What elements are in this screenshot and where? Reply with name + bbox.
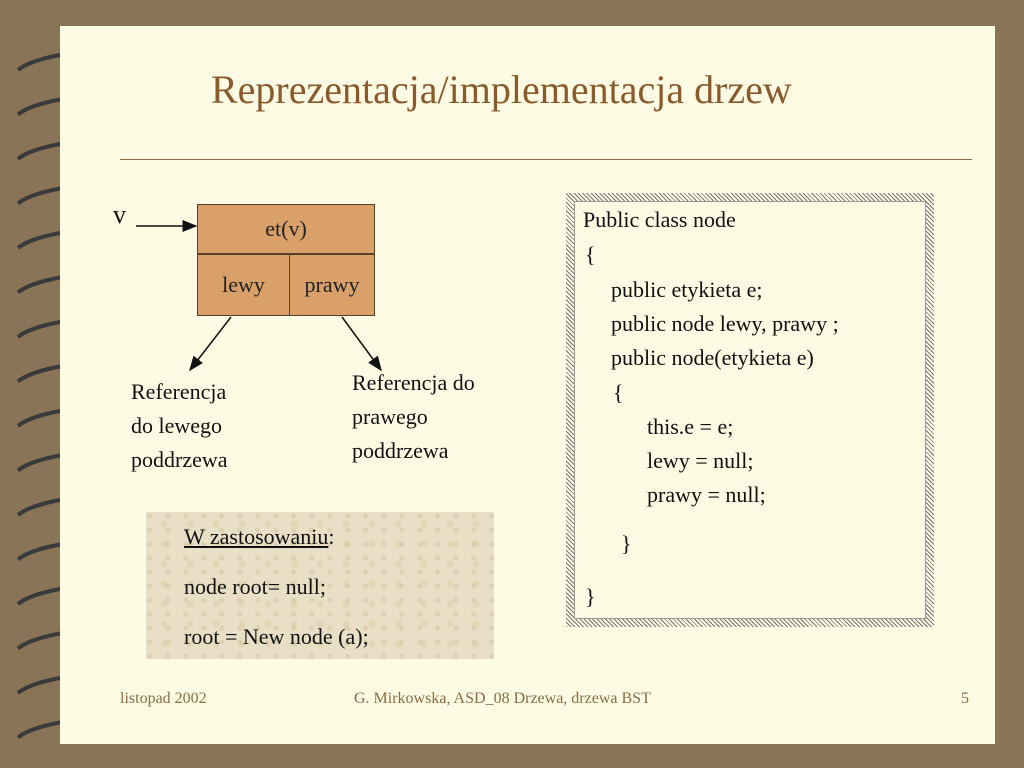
title-divider bbox=[120, 159, 972, 160]
code-line: { bbox=[613, 380, 624, 405]
usage-line: root = New node (a); bbox=[184, 624, 369, 649]
slide-title: Reprezentacja/implementacja drzew bbox=[211, 67, 792, 112]
node-label-cell: et(v) bbox=[197, 204, 375, 254]
code-line: public node lewy, prawy ; bbox=[611, 311, 839, 336]
right-subtree-caption: Referencja do prawego poddrzewa bbox=[352, 370, 475, 463]
code-line: } bbox=[621, 531, 632, 556]
code-box bbox=[566, 193, 934, 627]
left-subtree-caption: Referencja do lewego poddrzewa bbox=[131, 379, 228, 472]
page-number: 5 bbox=[961, 690, 969, 707]
code-line: prawy = null; bbox=[647, 482, 766, 507]
code-line: } bbox=[585, 584, 596, 609]
node-left-cell: lewy bbox=[197, 254, 290, 316]
usage-box bbox=[146, 512, 494, 659]
footer-author: G. Mirkowska, ASD_08 Drzewa, drzewa BST bbox=[354, 690, 651, 707]
code-line: lewy = null; bbox=[647, 448, 754, 473]
usage-heading: W zastosowaniu: bbox=[184, 524, 335, 549]
node-right-cell: prawy bbox=[289, 254, 375, 316]
code-line: public node(etykieta e) bbox=[611, 345, 814, 370]
code-line: Public class node bbox=[583, 207, 736, 232]
code-line: this.e = e; bbox=[647, 414, 734, 439]
pointer-label: v bbox=[113, 200, 126, 229]
code-line: { bbox=[585, 242, 596, 267]
footer-date: listopad 2002 bbox=[120, 690, 207, 707]
usage-line: node root= null; bbox=[184, 574, 326, 599]
code-line: public etykieta e; bbox=[611, 277, 763, 302]
